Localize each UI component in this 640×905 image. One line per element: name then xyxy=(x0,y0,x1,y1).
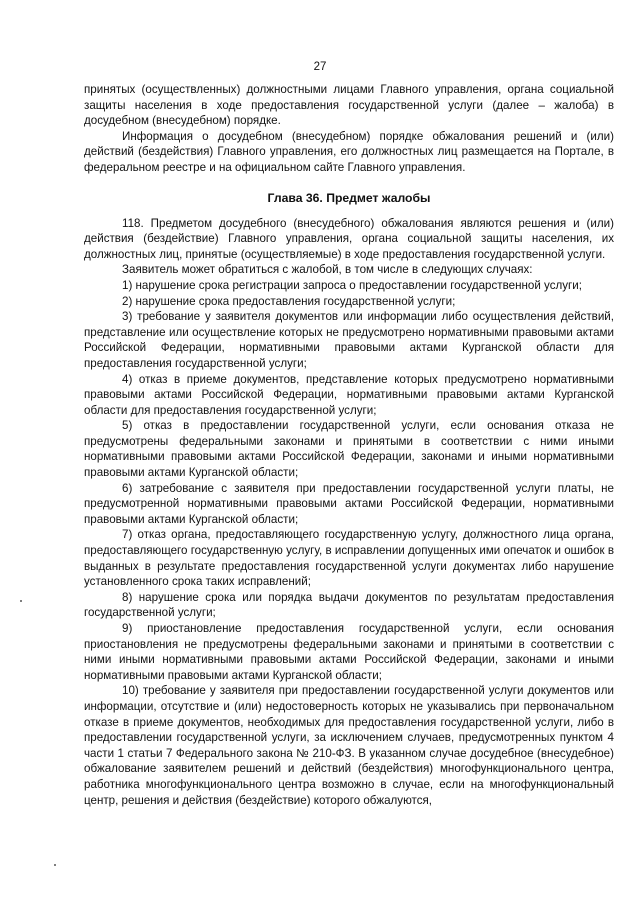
intro-paragraph: принятых (осуществленных) должностными лицами Главного управления, органа социальной защиты населения в ходе предоставления государственной услуги (далее – жалоба) в досудебном (внесудебном) порядке. xyxy=(84,83,614,128)
list-item: 7) отказ органа, предоставляющего государственную услугу, должностного лица органа, предоставляющего государственную услугу, в исправлении допущенных ими опечаток и ошибок в выданных в результате предоставления государственной услуги документах либо нарушение установленного срока таких исправлений; xyxy=(84,528,614,589)
list-item: 2) нарушение срока предоставления государственной услуги; xyxy=(122,294,456,308)
list-item: 8) нарушение срока или порядка выдачи документов по результатам предоставления государственной услуги; xyxy=(84,590,614,620)
list-item: 9) приостановление предоставления государственной услуги, если основания приостановления не предусмотрены федеральными законами и принятыми в соответствии с ними иными нормативными правовыми актами Российской Федерации, законами и иными нормативными правовыми актами Курганской области; xyxy=(84,622,614,682)
list-item: 5) отказ в предоставлении государственной услуги, если основания отказа не предусмотрены федеральными законами и принятыми в соответствии с ними иными нормативными правовыми актами Российской Федерации, законами и иными нормативными правовыми актами Курганской области; xyxy=(84,419,614,480)
page-number: 27 xyxy=(313,61,327,73)
list-item: 10) требование у заявителя при предоставлении государственной услуги документов или информации, отсутствие и (или) недостоверность которых не указывались при первоначальном отказе в приеме документов, необходимых для предоставления государственной услуги, либо в предоставлении государственной услуги, за исключением случаев, предусмотренных пунктом 4 части 1 статьи 7 Федерального закона № 210-ФЗ. В указанном случае досудебное (внесудебное) обжалование заявителем решений и действий (бездействия) многофункционального центра, работника многофункционального центра возможно в случае, если на многофункциональный центр, решения и действия (бездействие) которого обжалуются, xyxy=(84,684,614,807)
list-item: 6) затребование с заявителя при предоставлении государственной услуги платы, не предусмотренной нормативными правовыми актами Российской Федерации, нормативными правовыми актами Курганской области; xyxy=(84,481,614,526)
document-body xyxy=(84,82,614,808)
list-item: 4) отказ в приеме документов, представление которых предусмотрено нормативными правовыми актами Российской Федерации, нормативными правовыми актами Курганской области для предоставления государственной услуги; xyxy=(84,372,614,417)
section-paragraph: Заявитель может обратиться с жалобой, в том числе в следующих случаях: xyxy=(122,263,533,277)
list-item: 3) требование у заявителя документов или информации либо осуществления действий, представление или осуществление которых не предусмотрено нормативными правовыми актами Российской Федерации, нормативными правовыми актами Курганской области для предоставления государственной услуги; xyxy=(84,310,614,370)
chapter-title: Глава 36. Предмет жалобы xyxy=(267,190,431,205)
list-item: 1) нарушение срока регистрации запроса о предоставлении государственной услуги; xyxy=(122,278,582,292)
section-paragraph: 118. Предметом досудебного (внесудебного) обжалования являются решения и (или) действия (бездействие) Главного управления, органа социальной защиты населения, их должностных лиц, принятые (осуществляемые) в ходе предоставления государственной услуги. xyxy=(84,216,614,261)
scan-speck xyxy=(20,600,22,602)
scan-speck xyxy=(54,864,56,866)
intro-paragraph: Информация о досудебном (внесудебном) порядке обжалования решений и (или) действий (бездействия) Главного управления, его должностных лиц размещается на Портале, в федеральном реестре и на официальном сайте Главного управления. xyxy=(84,129,614,174)
